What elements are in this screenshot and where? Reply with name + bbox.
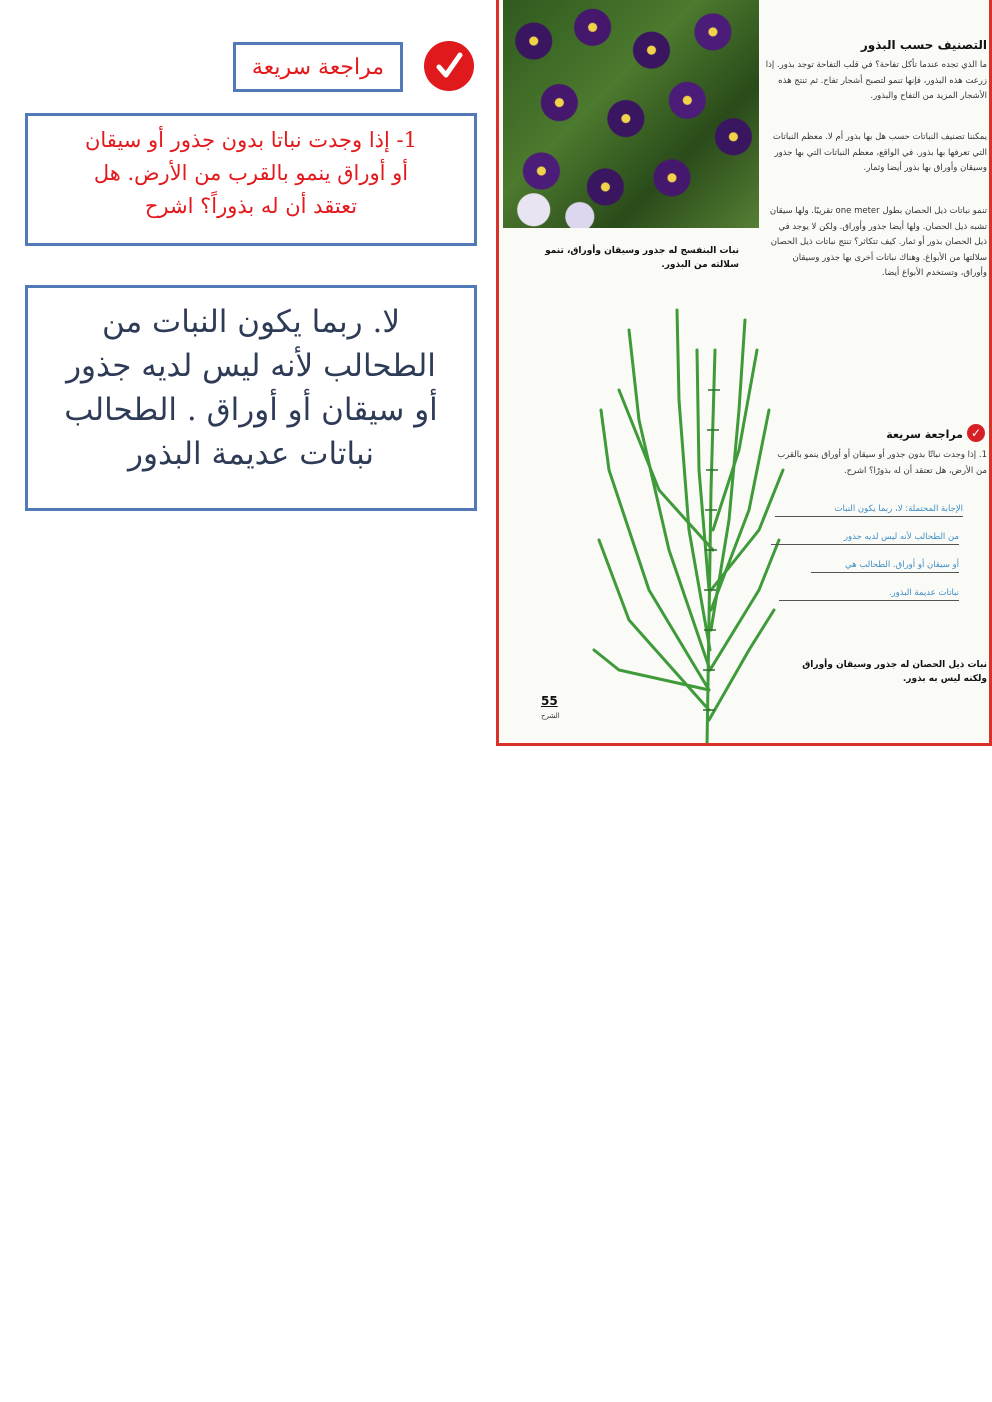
book-review-question: 1. إذا وجدت نباتًا بدون جذور أو سيقان أو أوراق ينمو بالقرب من الأرض، هل تعتقد أن له بذورًا؟ اشرح. (777, 450, 987, 476)
answer-line: لا. ربما يكون النبات من (101, 304, 401, 340)
page-number-sub: الشرح (541, 712, 560, 720)
question-line: أو أوراق ينمو بالقرب من الأرض. هل (93, 161, 409, 185)
violet-caption: نبات البنفسج له جذور وسيقان وأوراق، تنمو سلالته من البذور. (545, 246, 739, 270)
answer-box (25, 285, 477, 511)
book-paragraph-1: ما الذي تجده عندما تأكل تفاحة؟ في قلب التفاحة توجد بذور. إذا زرعت هذه البذور، فإنها تنمو لتصبح أشجار تفاح. ثم تنتج هذه الأشجار المزيد من التفاح والبذور. (765, 60, 987, 101)
question-box (25, 113, 477, 246)
textbook-page-image (496, 0, 992, 746)
horsetail-plant-illustration (589, 290, 789, 746)
book-paragraph-2: يمكننا تصنيف النباتات حسب هل بها بذور أم لا. معظم النباتات التي تعرفها بها بذور. في الواقع، معظم النباتات التي بها جذور وسيقان وأوراق بها بذور أيضا وثمار. (772, 132, 987, 173)
checkmark-icon (434, 51, 464, 81)
book-answer-line: من الطحالب لأنه ليس لديه جذور (771, 532, 959, 545)
violet-flowers-photo (503, 0, 759, 228)
check-badge-icon (424, 41, 474, 91)
book-answer-line: الإجابة المحتملة: لا، ربما يكون النبات (775, 504, 963, 517)
quick-review-label-text: مراجعة سريعة (251, 54, 385, 80)
answer-line: نباتات عديمة البذور (128, 436, 374, 472)
book-heading: التصنيف حسب البذور (860, 38, 987, 52)
book-answer-line: أو سيقان أو أوراق. الطحالب هي (811, 560, 959, 573)
question-line: 1- إذا وجدت نباتا بدون جذور أو سيقان (84, 128, 418, 152)
review-check-icon: ✓ (967, 424, 985, 442)
book-paragraph-3: تنمو نباتات ذيل الحصان بطول one meter تقريبًا. ولها سيقان تشبه ذيل الحصان. ولها أيضا جذور وأوراق. ولكن لا يوجد في ذيل الحصان بذور أو ثمار. كيف تتكاثر؟ تنتج نباتات ذيل الحصان سلالتها من الأبواغ. وهناك نباتات أخرى بها جذور وسيقان وأوراق، وتستخدم الأبواغ أيضا. (769, 206, 987, 278)
answer-line: أو سيقان أو أوراق . الطحالب (64, 392, 438, 428)
question-line: تعتقد أن له بذوراً؟ اشرح (144, 194, 358, 218)
book-review-heading: مراجعة سريعة (886, 428, 963, 441)
horsetail-caption: نبات ذيل الحصان له جذور وسيقان وأوراق ولكنه ليس به بذور. (802, 660, 987, 684)
page-number: 55 (541, 694, 558, 708)
quick-review-label (233, 42, 403, 92)
book-answer-line: نباتات عديمة البذور. (779, 588, 959, 601)
answer-line: الطحالب لأنه ليس لديه جذور (66, 348, 436, 384)
